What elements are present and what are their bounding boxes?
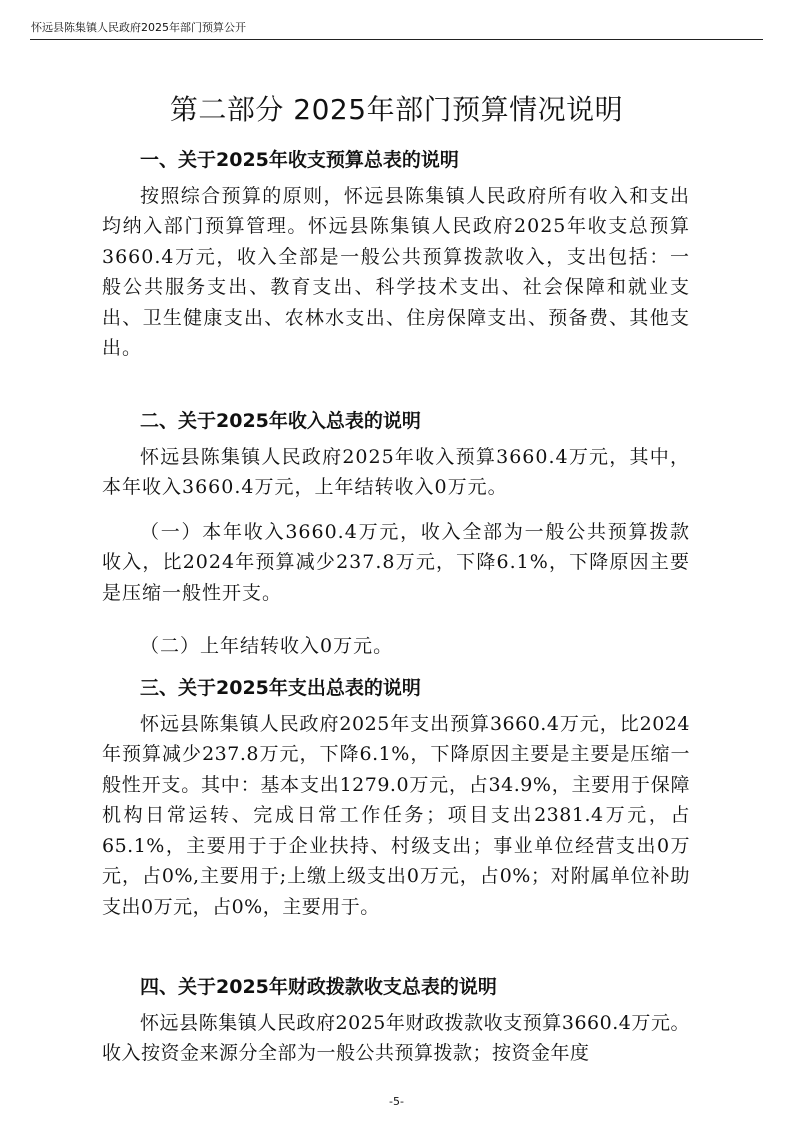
section-3-paragraph-1: 怀远县陈集镇人民政府2025年支出预算3660.4万元，比2024年预算减少237.8万元，下降6.1%，下降原因主要是主要是压缩一般性开支。其中：基本支出1279.0万元，占34.9%，主要用于保障机构日常运转、完成日常工作任务；项目支出2381.4万元，占65.1%，主要用于于企业扶持、村级支出；事业单位经营支出0万元，占0%,主要用于;上缴上级支出0万元，占0%；对附属单位补助支出0万元，占0%，主要用于。 — [102, 713, 690, 918]
running-header: 怀远县陈集镇人民政府2025年部门预算公开 — [31, 21, 246, 34]
section-2-paragraph-1: 怀远县陈集镇人民政府2025年收入预算3660.4万元，其中，本年收入3660.4万元，上年结转收入0万元。 — [102, 446, 690, 499]
header-divider — [30, 39, 763, 40]
section-2-paragraph-2: （一）本年收入3660.4万元，收入全部为一般公共预算拨款收入，比2024年预算减少237.8万元，下降6.1%，下降原因主要是压缩一般性开支。 — [102, 521, 690, 604]
section-heading-4: 四、关于2025年财政拨款收支总表的说明 — [140, 976, 497, 998]
page-number: -5- — [389, 1095, 404, 1108]
section-2-paragraph-3: （二）上年结转收入0万元。 — [140, 635, 394, 657]
page-title: 第二部分 2025年部门预算情况说明 — [169, 93, 624, 126]
section-heading-2: 二、关于2025年收入总表的说明 — [140, 410, 421, 432]
section-1-paragraph-1: 按照综合预算的原则，怀远县陈集镇人民政府所有收入和支出均纳入部门预算管理。怀远县陈集镇人民政府2025年收支总预算3660.4万元，收入全部是一般公共预算拨款收入，支出包括：一般公共服务支出、教育支出、科学技术支出、社会保障和就业支出、卫生健康支出、农林水支出、住房保障支出、预备费、其他支出。 — [102, 185, 690, 360]
section-heading-1: 一、关于2025年收支预算总表的说明 — [140, 149, 459, 171]
section-heading-3: 三、关于2025年支出总表的说明 — [140, 677, 421, 699]
section-4-paragraph-1: 怀远县陈集镇人民政府2025年财政拨款收支预算3660.4万元。收入按资金来源分全部为一般公共预算拨款；按资金年度 — [102, 1012, 690, 1065]
